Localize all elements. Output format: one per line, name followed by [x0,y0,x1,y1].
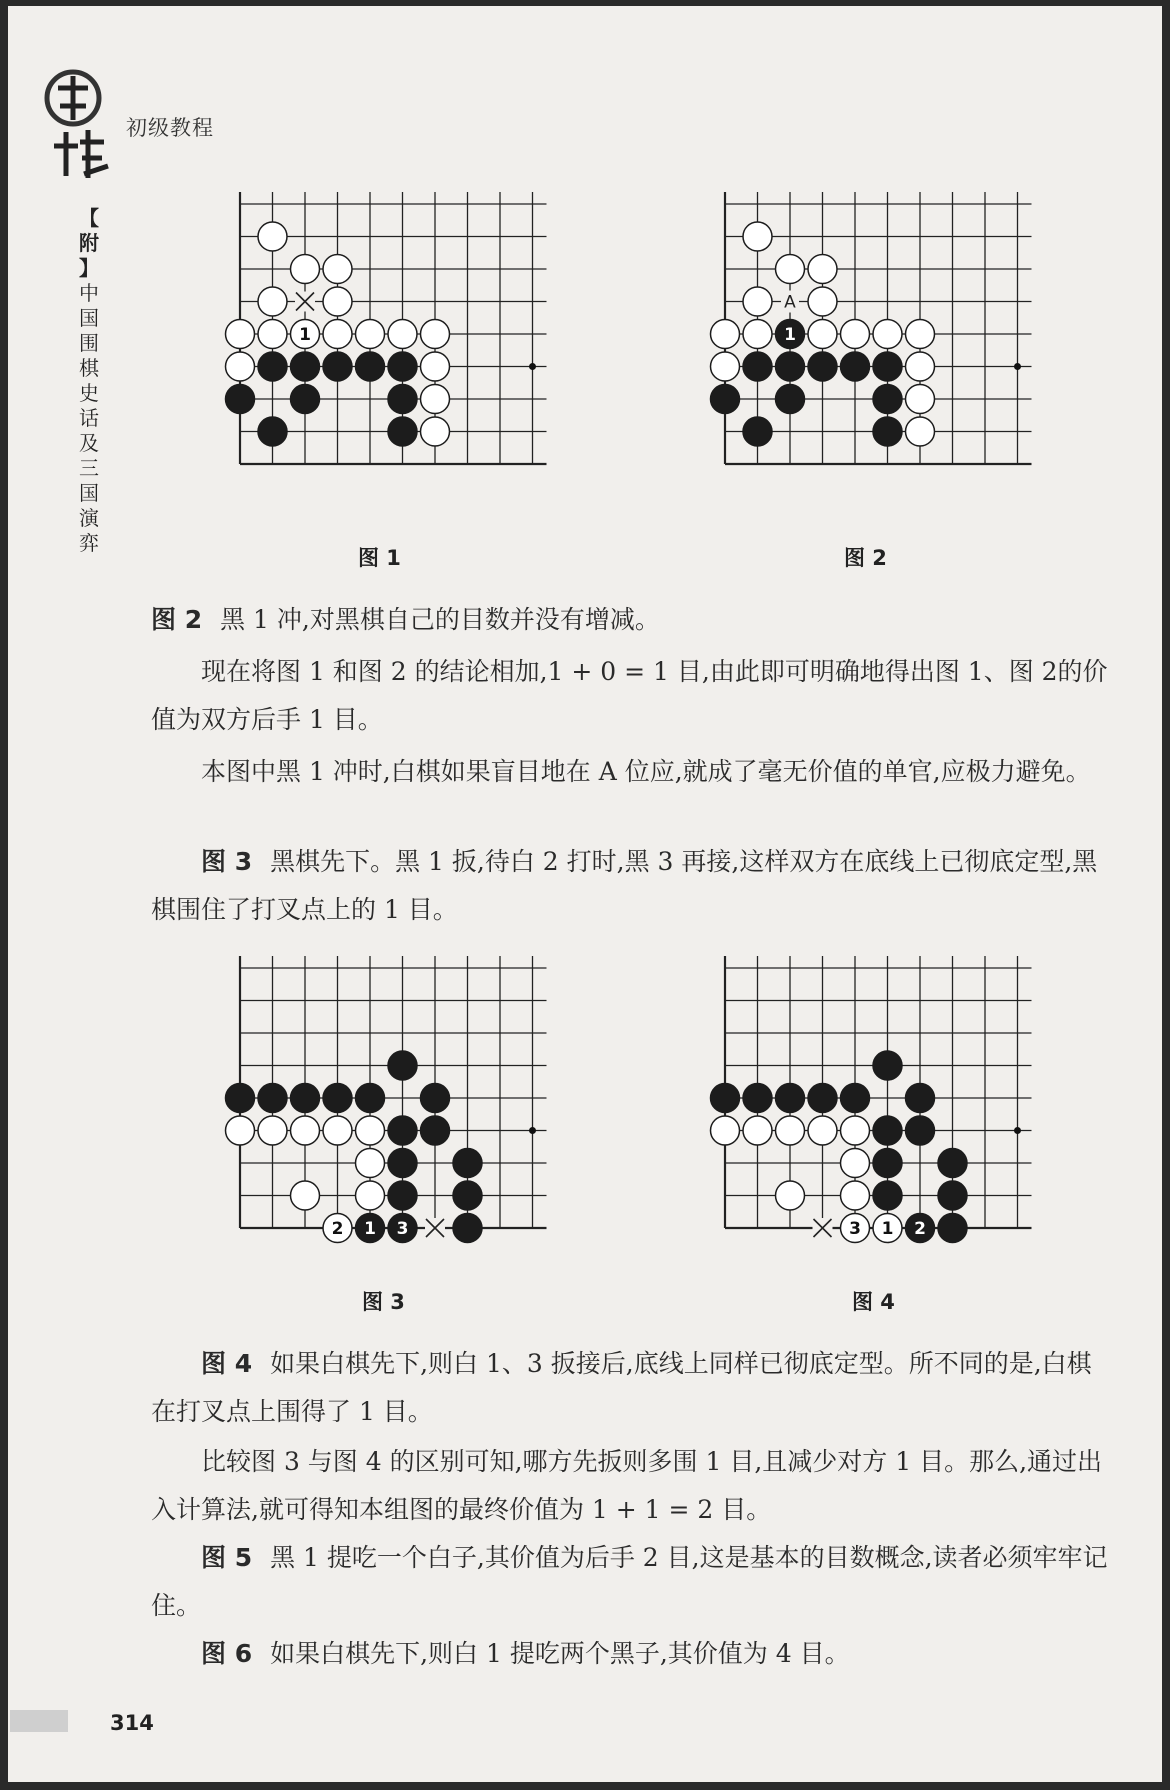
black-stone [388,1116,417,1145]
paragraph [151,596,1111,644]
figure-caption-2: 图 2 [844,546,887,570]
white-stone [323,287,352,316]
side-title-text: 中国围棋史话及三国演弈 [79,281,99,555]
white-stone [906,385,935,414]
white-stone [841,1149,870,1178]
side-bracket-label: 附 [79,231,99,255]
white-stone [808,320,837,349]
side-bracket-close: 】 [79,256,99,280]
black-stone [356,1084,385,1113]
letter-mark: A [784,292,796,313]
black-stone [776,385,805,414]
white-stone [873,320,902,349]
black-stone [388,1149,417,1178]
paragraph-label: 图 3 [201,847,253,876]
black-stone [356,352,385,381]
white-stone [226,320,255,349]
stone-number: 2 [914,1219,926,1239]
black-stone [711,385,740,414]
black-stone [808,1084,837,1113]
page-number: 314 [110,1711,154,1735]
paragraph-text: 如果白棋先下,则白 1 提吃两个黑子,其价值为 4 目。 [270,1639,850,1668]
black-stone [873,385,902,414]
paragraph [151,1340,1111,1436]
white-stone [743,320,772,349]
black-stone [873,352,902,381]
white-stone [226,352,255,381]
black-stone [388,417,417,446]
black-stone [776,352,805,381]
stone-number: 1 [364,1219,376,1239]
black-stone [873,1116,902,1145]
black-stone [873,1181,902,1210]
white-stone [323,255,352,284]
black-stone [873,417,902,446]
white-stone [743,222,772,251]
paragraph-label: 图 4 [201,1349,253,1378]
stone-number: 1 [881,1219,894,1239]
black-stone [743,1084,772,1113]
go-diagram-3 [203,956,553,1276]
white-stone [258,287,287,316]
white-stone [808,287,837,316]
white-stone [421,385,450,414]
black-stone [841,352,870,381]
white-stone [841,320,870,349]
white-stone [388,320,417,349]
black-stone [421,1084,450,1113]
black-stone [906,1084,935,1113]
side-title [76,206,102,556]
white-stone [776,1116,805,1145]
book-page [8,6,1162,1782]
paragraph [151,1438,1111,1534]
paragraph [151,1534,1111,1630]
black-stone [873,1149,902,1178]
figure-caption-3: 图 3 [362,1290,405,1314]
black-stone [711,1084,740,1113]
black-stone [841,1084,870,1113]
black-stone [938,1214,967,1243]
white-stone [421,320,450,349]
white-stone [323,320,352,349]
white-stone [906,417,935,446]
paragraph-label: 图 6 [201,1639,253,1668]
paragraph-text: 现在将图 1 和图 2 的结论相加,1 + 0 = 1 目,由此即可明确地得出图 1、图 2的价值为双方后手 1 目。 [151,657,1108,734]
white-stone [906,352,935,381]
black-stone [323,1084,352,1113]
black-stone [323,352,352,381]
paragraph [151,1630,1111,1678]
paragraph-text: 如果白棋先下,则白 1、3 扳接后,底线上同样已彻底定型。所不同的是,白棋在打叉点上围得了 1 目。 [151,1349,1092,1426]
paragraph-text: 黑 1 提吃一个白子,其价值为后手 2 目,这是基本的目数概念,读者必须牢牢记住。 [151,1543,1108,1620]
white-stone [711,320,740,349]
black-stone [453,1181,482,1210]
black-stone [388,1051,417,1080]
black-stone [743,417,772,446]
white-stone [743,287,772,316]
side-bracket: 【 [79,206,99,230]
book-title: 初级教程 [126,116,214,140]
white-stone [743,1116,772,1145]
black-stone [291,1084,320,1113]
black-stone [453,1149,482,1178]
white-stone [841,1116,870,1145]
weiqi-logo-icon [38,66,118,186]
white-stone [356,1149,385,1178]
white-stone [808,1116,837,1145]
stone-number: 1 [299,325,311,345]
white-stone [421,417,450,446]
stone-number: 3 [849,1219,861,1239]
paragraph-label: 图 2 [151,605,203,634]
black-stone [776,1084,805,1113]
black-stone [388,352,417,381]
white-stone [776,1181,805,1210]
black-stone [938,1149,967,1178]
paragraph-text: 黑棋先下。黑 1 扳,待白 2 打时,黑 3 再接,这样双方在底线上已彻底定型,黑棋围住了打叉点上的 1 目。 [151,847,1098,924]
white-stone [291,1181,320,1210]
paragraph-text: 比较图 3 与图 4 的区别可知,哪方先扳则多围 1 目,且减少对方 1 目。那么,通过出入计算法,就可得知本组图的最终价值为 1 + 1 = 2 目。 [151,1447,1103,1524]
black-stone [906,1116,935,1145]
paragraph-label: 图 5 [201,1543,253,1572]
figure-caption-4: 图 4 [852,1290,895,1314]
black-stone [226,385,255,414]
black-stone [938,1181,967,1210]
black-stone [388,385,417,414]
go-diagram-2 [688,192,1038,522]
star-point [529,363,536,370]
star-point [1014,1127,1021,1134]
black-stone [743,352,772,381]
stone-number: 2 [331,1219,344,1239]
paragraph-text: 黑 1 冲,对黑棋自己的目数并没有增减。 [220,605,660,634]
white-stone [808,255,837,284]
go-diagram-1 [203,192,553,522]
black-stone [808,352,837,381]
white-stone [906,320,935,349]
black-stone [873,1051,902,1080]
white-stone [226,1116,255,1145]
figure-caption-1: 图 1 [358,546,401,570]
star-point [529,1127,536,1134]
white-stone [841,1181,870,1210]
go-diagram-4 [688,956,1038,1276]
white-stone [711,352,740,381]
black-stone [258,417,287,446]
white-stone [711,1116,740,1145]
star-point [1014,363,1021,370]
black-stone [453,1214,482,1243]
stone-number: 3 [396,1219,409,1239]
white-stone [356,1116,385,1145]
black-stone [388,1181,417,1210]
white-stone [356,320,385,349]
black-stone [226,1084,255,1113]
black-stone [291,352,320,381]
black-stone [291,385,320,414]
white-stone [356,1181,385,1210]
black-stone [421,1116,450,1145]
white-stone [258,1116,287,1145]
white-stone [323,1116,352,1145]
white-stone [291,255,320,284]
white-stone [776,255,805,284]
paragraph [151,838,1111,934]
black-stone [258,352,287,381]
paragraph-text: 本图中黑 1 冲时,白棋如果盲目地在 A 位应,就成了毫无价值的单官,应极力避免。 [201,757,1091,786]
white-stone [421,352,450,381]
page-tab [10,1710,68,1732]
stone-number: 1 [784,325,796,345]
white-stone [291,1116,320,1145]
paragraph [151,748,1111,796]
white-stone [258,320,287,349]
paragraph [151,648,1111,744]
white-stone [258,222,287,251]
black-stone [258,1084,287,1113]
